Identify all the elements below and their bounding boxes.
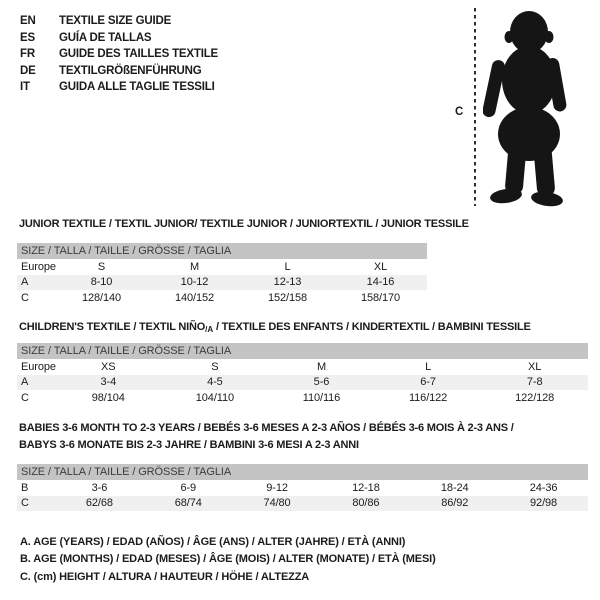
table-row xyxy=(17,390,588,406)
table-cell: 18-24 xyxy=(440,481,469,494)
table-cell: 152/158 xyxy=(267,291,308,304)
table-cell: M xyxy=(189,260,200,273)
title-line-2: BABYS 3-6 MONATE BIS 2-3 JAHRE / BAMBINI 3-6 MESI A 2-3 ANNI xyxy=(19,438,359,451)
table-cell: XL xyxy=(373,260,388,273)
row-label: C xyxy=(21,391,29,404)
table-cell: 92/98 xyxy=(530,497,558,510)
junior-section-title: JUNIOR TEXTILE / TEXTIL JUNIOR/ TEXTILE JUNIOR / JUNIORTEXTIL / JUNIOR TESSILE xyxy=(19,218,469,230)
table-cell: 3-6 xyxy=(91,481,108,494)
language-label: GUIDE DES TAILLES TEXTILE xyxy=(59,48,218,61)
language-label: TEXTILE SIZE GUIDE xyxy=(59,15,172,27)
title-text: / TEXTILE DES ENFANTS / KINDERTEXTIL / BAMBINI TESSILE xyxy=(213,321,531,333)
table-cell: 110/116 xyxy=(302,391,341,404)
language-code: FR xyxy=(20,48,35,61)
size-header-bar: SIZE / TALLA / TAILLE / GRÖSSE / TAGLIA xyxy=(17,464,588,480)
table-cell: 4-5 xyxy=(207,376,223,389)
table-cell: 7-8 xyxy=(526,376,543,389)
table-cell: 12-13 xyxy=(273,276,302,289)
legend-line-a: A. AGE (YEARS) / EDAD (AÑOS) / ÂGE (ANS) / ALTER (JAHRE) / ETÀ (ANNI) xyxy=(20,536,406,548)
table-cell: 80/86 xyxy=(352,497,380,510)
language-code: DE xyxy=(20,64,36,77)
children-section-title xyxy=(19,319,531,339)
language-code: ES xyxy=(20,31,35,44)
table-cell: 74/80 xyxy=(263,497,291,510)
height-measure-dotted-line xyxy=(474,8,476,206)
table-cell: 8-10 xyxy=(90,276,113,289)
table-cell: 158/170 xyxy=(360,291,401,304)
table-cell: XS xyxy=(101,360,116,373)
row-label: Europe xyxy=(21,360,56,373)
table-cell: S xyxy=(97,260,106,273)
table-cell: 68/74 xyxy=(174,497,202,510)
size-header-bar: SIZE / TALLA / TAILLE / GRÖSSE / TAGLIA xyxy=(17,343,588,359)
table-cell: 128/140 xyxy=(81,291,122,304)
title-subscript: /A xyxy=(205,325,214,334)
table-cell: 3-4 xyxy=(100,376,117,389)
language-label: GUIDA ALLE TAGLIE TESSILI xyxy=(59,81,215,94)
table-cell: M xyxy=(316,360,327,373)
legend xyxy=(20,534,436,586)
title-line-1: BABIES 3-6 MONTH TO 2-3 YEARS / BEBÉS 3-6 MESES A 2-3 AÑOS / BÉBÉS 3-6 MOIS À 2-3 ANS / xyxy=(19,422,514,434)
table-row xyxy=(17,480,588,496)
language-code: EN xyxy=(20,15,36,27)
row-label: C xyxy=(21,291,29,304)
table-cell: 140/152 xyxy=(174,291,215,304)
table-cell: XL xyxy=(528,360,542,373)
table-cell: 9-12 xyxy=(266,481,288,494)
table-cell: 14-16 xyxy=(366,276,395,289)
table-row xyxy=(17,359,588,375)
table-cell: L xyxy=(425,360,432,373)
language-row-en xyxy=(20,13,218,30)
language-row-it xyxy=(20,79,218,96)
row-label: A xyxy=(21,276,29,289)
table-row xyxy=(17,496,588,512)
table-cell: 98/104 xyxy=(91,391,125,404)
title-text: CHILDREN'S TEXTILE / TEXTIL NIÑO xyxy=(19,321,206,333)
row-label: Europe xyxy=(21,260,56,273)
language-row-fr xyxy=(20,46,218,63)
table-cell: 6-7 xyxy=(420,376,436,389)
row-label: B xyxy=(21,481,29,494)
table-cell: 24-36 xyxy=(529,481,558,494)
language-code: IT xyxy=(20,81,30,94)
language-label: TEXTILGRÖßENFÜHRUNG xyxy=(59,64,202,77)
babies-section-title xyxy=(19,420,514,453)
junior-size-table xyxy=(17,243,427,306)
row-label: A xyxy=(21,376,29,389)
language-row-de xyxy=(20,63,218,80)
height-label-c: C xyxy=(455,106,464,118)
table-cell: L xyxy=(284,260,291,273)
babies-size-table xyxy=(17,464,588,511)
table-cell: 6-9 xyxy=(180,481,197,494)
table-cell: S xyxy=(211,360,219,373)
table-cell: 104/110 xyxy=(195,391,235,404)
language-list xyxy=(20,13,218,96)
table-row xyxy=(17,259,427,275)
table-cell: 12-18 xyxy=(352,481,380,494)
table-row xyxy=(17,275,427,291)
table-cell: 116/122 xyxy=(408,391,448,404)
children-size-table xyxy=(17,343,588,406)
table-cell: 86/92 xyxy=(441,497,469,510)
table-cell: 10-12 xyxy=(180,276,209,289)
legend-line-b: B. AGE (MONTHS) / EDAD (MESES) / ÂGE (MOIS) / ALTER (MONATE) / ETÀ (MESI) xyxy=(20,553,436,566)
size-header-bar: SIZE / TALLA / TAILLE / GRÖSSE / TAGLIA xyxy=(17,243,427,259)
row-label: C xyxy=(21,497,29,510)
table-row xyxy=(17,375,588,391)
table-cell: 122/128 xyxy=(515,391,555,404)
baby-silhouette-icon xyxy=(483,8,568,208)
table-cell: 62/68 xyxy=(85,497,113,510)
table-cell: 5-6 xyxy=(313,376,330,389)
legend-line-c: C. (cm) HEIGHT / ALTURA / HAUTEUR / HÖHE / ALTEZZA xyxy=(20,570,310,583)
language-label: GUÍA DE TALLAS xyxy=(59,31,152,44)
language-row-es xyxy=(20,30,218,47)
table-row xyxy=(17,290,427,306)
